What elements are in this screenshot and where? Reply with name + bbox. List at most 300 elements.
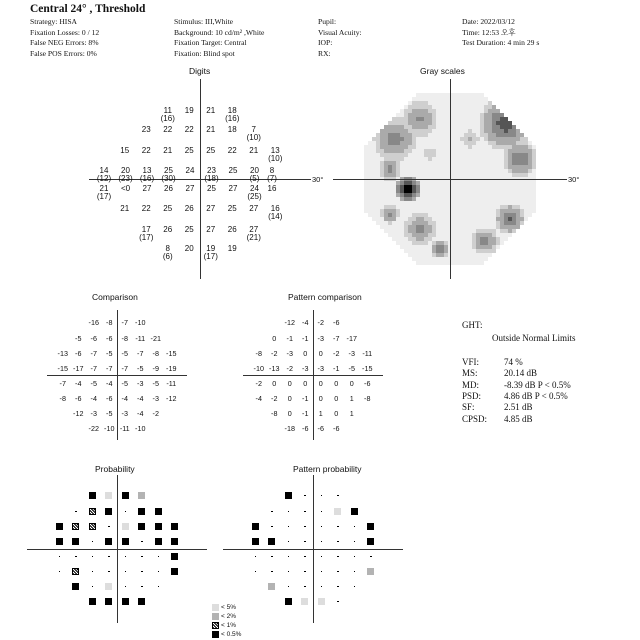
- grayscale-cell: [512, 149, 516, 153]
- grayscale-cell: [380, 137, 384, 141]
- grayscale-cell: [484, 117, 488, 121]
- grayscale-cell: [416, 197, 420, 201]
- grayscale-cell: [376, 137, 380, 141]
- digits-angle-label: 30°: [312, 175, 324, 184]
- header-col4-line: Test Duration: 4 min 29 s: [462, 38, 540, 48]
- grayscale-cell: [508, 229, 512, 233]
- grayscale-cell: [504, 217, 508, 221]
- pattern-comparison-value: -8: [255, 349, 262, 358]
- index-label: VFI:: [462, 357, 480, 367]
- grayscale-cell: [484, 97, 488, 101]
- grayscale-cell: [528, 149, 532, 153]
- grayscale-cell: [408, 153, 412, 157]
- grayscale-cell: [372, 137, 376, 141]
- comparison-value: -6: [75, 394, 82, 403]
- grayscale-cell: [500, 141, 504, 145]
- grayscale-cell: [504, 225, 508, 229]
- grayscale-cell: [372, 189, 376, 193]
- grayscale-cell: [436, 153, 440, 157]
- grayscale-cell: [412, 129, 416, 133]
- grayscale-cell: [420, 121, 424, 125]
- digits-value: 27: [249, 225, 259, 234]
- grayscale-cell: [460, 185, 464, 189]
- grayscale-cell: [500, 113, 504, 117]
- grayscale-cell: [464, 257, 468, 261]
- grayscale-cell: [420, 153, 424, 157]
- grayscale-cell: [420, 189, 424, 193]
- grayscale-cell: [416, 113, 420, 117]
- grayscale-cell: [472, 185, 476, 189]
- grayscale-cell: [496, 141, 500, 145]
- probability-symbol: [138, 553, 145, 560]
- grayscale-cell: [404, 249, 408, 253]
- grayscale-cell: [432, 221, 436, 225]
- grayscale-cell: [428, 197, 432, 201]
- grayscale-cell: [432, 253, 436, 257]
- legend-entry: [212, 621, 252, 630]
- grayscale-cell: [524, 213, 528, 217]
- pattern-probability-symbol: [334, 583, 341, 590]
- grayscale-cell: [456, 165, 460, 169]
- grayscale-cell: [484, 209, 488, 213]
- grayscale-cell: [476, 153, 480, 157]
- grayscale-cell: [392, 213, 396, 217]
- digits-value: 18: [227, 106, 237, 115]
- pattern-probability-symbol: [318, 523, 325, 530]
- pattern-probability-symbol: [351, 568, 358, 575]
- grayscale-cell: [484, 213, 488, 217]
- grayscale-cell: [508, 205, 512, 209]
- pattern-comparison-value: -6: [317, 424, 324, 433]
- grayscale-cell: [412, 149, 416, 153]
- grayscale-cell: [436, 109, 440, 113]
- grayscale-cell: [440, 213, 444, 217]
- probability-symbol: [122, 598, 129, 605]
- grayscale-cell: [488, 201, 492, 205]
- grayscale-cell: [524, 205, 528, 209]
- grayscale-cell: [420, 149, 424, 153]
- grayscale-cell: [520, 169, 524, 173]
- grayscale-cell: [468, 117, 472, 121]
- grayscale-cell: [464, 137, 468, 141]
- grayscale-cell: [364, 189, 368, 193]
- grayscale-cell: [488, 121, 492, 125]
- grayscale-cell: [436, 149, 440, 153]
- grayscale-cell: [440, 245, 444, 249]
- grayscale-cell: [400, 169, 404, 173]
- grayscale-cell: [512, 185, 516, 189]
- grayscale-cell: [516, 213, 520, 217]
- grayscale-cell: [464, 261, 468, 265]
- grayscale-cell: [444, 225, 448, 229]
- grayscale-cell: [388, 221, 392, 225]
- grayscale-cell: [388, 193, 392, 197]
- grayscale-cell: [444, 209, 448, 213]
- grayscale-cell: [428, 173, 432, 177]
- grayscale-cell: [444, 97, 448, 101]
- grayscale-cell: [400, 205, 404, 209]
- grayscale-cell: [428, 117, 432, 121]
- grayscale-cell: [456, 161, 460, 165]
- grayscale-cell: [516, 185, 520, 189]
- grayscale-cell: [508, 145, 512, 149]
- grayscale-cell: [520, 161, 524, 165]
- pattern-comparison-value: -2: [286, 364, 293, 373]
- grayscale-cell: [404, 125, 408, 129]
- grayscale-cell: [424, 201, 428, 205]
- grayscale-cell: [428, 241, 432, 245]
- grayscale-cell: [516, 225, 520, 229]
- grayscale-cell: [424, 121, 428, 125]
- grayscale-cell: [488, 217, 492, 221]
- grayscale-cell: [404, 181, 408, 185]
- grayscale-cell: [408, 205, 412, 209]
- grayscale-cell: [404, 189, 408, 193]
- grayscale-cell: [528, 157, 532, 161]
- grayscale-cell: [428, 109, 432, 113]
- grayscale-cell: [520, 141, 524, 145]
- grayscale-cell: [404, 193, 408, 197]
- grayscale-cell: [516, 137, 520, 141]
- grayscale-cell: [476, 185, 480, 189]
- probability-symbol: [89, 523, 96, 530]
- probability-symbol: [171, 553, 178, 560]
- pattern-comparison-value: -1: [302, 334, 309, 343]
- grayscale-cell: [460, 97, 464, 101]
- grayscale-cell: [488, 209, 492, 213]
- probability-symbol: [72, 508, 79, 515]
- grayscale-cell: [404, 145, 408, 149]
- grayscale-cell: [436, 129, 440, 133]
- grayscale-cell: [432, 173, 436, 177]
- ght-result: Outside Normal Limits: [492, 333, 576, 343]
- grayscale-cell: [404, 113, 408, 117]
- grayscale-cell: [464, 225, 468, 229]
- grayscale-cell: [520, 149, 524, 153]
- grayscale-cell: [396, 149, 400, 153]
- grayscale-cell: [436, 113, 440, 117]
- grayscale-cell: [420, 257, 424, 261]
- grayscale-cell: [464, 217, 468, 221]
- grayscale-cell: [404, 109, 408, 113]
- digits-repeat-value: (12): [96, 174, 112, 183]
- digits-value: 21: [206, 106, 216, 115]
- grayscale-cell: [460, 101, 464, 105]
- grayscale-cell: [416, 253, 420, 257]
- grayscale-cell: [524, 181, 528, 185]
- header-col1-line: Fixation Losses: 0 / 12: [30, 27, 100, 37]
- grayscale-cell: [468, 197, 472, 201]
- grayscale-cell: [496, 121, 500, 125]
- digits-repeat-value: (16): [139, 174, 155, 183]
- grayscale-cell: [512, 133, 516, 137]
- grayscale-cell: [500, 197, 504, 201]
- grayscale-cell: [488, 101, 492, 105]
- grayscale-cell: [452, 117, 456, 121]
- grayscale-cell: [520, 217, 524, 221]
- grayscale-cell: [404, 205, 408, 209]
- grayscale-cell: [440, 93, 444, 97]
- comparison-value: -5: [137, 364, 144, 373]
- grayscale-cell: [404, 213, 408, 217]
- grayscale-cell: [472, 197, 476, 201]
- grayscale-cell: [452, 189, 456, 193]
- comparison-value: -7: [59, 379, 66, 388]
- digits-value: 16: [267, 184, 277, 193]
- grayscale-cell: [396, 229, 400, 233]
- grayscale-cell: [408, 241, 412, 245]
- grayscale-cell: [496, 213, 500, 217]
- grayscale-cell: [392, 237, 396, 241]
- grayscale-cell: [388, 153, 392, 157]
- grayscale-cell: [424, 237, 428, 241]
- grayscale-cell: [432, 257, 436, 261]
- digits-repeat-value: (23): [118, 174, 133, 183]
- grayscale-cell: [500, 153, 504, 157]
- grayscale-cell: [376, 161, 380, 165]
- grayscale-cell: [412, 137, 416, 141]
- grayscale-cell: [400, 185, 404, 189]
- grayscale-cell: [456, 93, 460, 97]
- pattern-comparison-value: -2: [317, 318, 324, 327]
- comparison-value: -10: [135, 318, 146, 327]
- grayscale-cell: [428, 149, 432, 153]
- pattern-comparison-value: -18: [284, 424, 295, 433]
- grayscale-cell: [368, 205, 372, 209]
- grayscale-cell: [408, 181, 412, 185]
- grayscale-cell: [532, 193, 536, 197]
- grayscale-cell: [456, 229, 460, 233]
- grayscale-cell: [500, 193, 504, 197]
- digits-value: 8: [165, 244, 170, 253]
- grayscale-cell: [476, 237, 480, 241]
- grayscale-cell: [420, 201, 424, 205]
- grayscale-cell: [492, 181, 496, 185]
- grayscale-cell: [432, 205, 436, 209]
- grayscale-cell: [420, 253, 424, 257]
- grayscale-cell: [476, 97, 480, 101]
- grayscale-cell: [432, 97, 436, 101]
- comparison-value: -17: [73, 364, 84, 373]
- grayscale-cell: [520, 145, 524, 149]
- grayscale-cell: [460, 129, 464, 133]
- grayscale-cell: [416, 157, 420, 161]
- grayscale-cell: [460, 249, 464, 253]
- pattern-comparison-value: -6: [333, 424, 340, 433]
- probability-symbol: [171, 538, 178, 545]
- comparison-value: -6: [106, 334, 113, 343]
- grayscale-cell: [524, 169, 528, 173]
- grayscale-cell: [488, 241, 492, 245]
- comparison-value: -5: [75, 334, 82, 343]
- legend-symbol: [212, 631, 219, 638]
- grayscale-cell: [428, 217, 432, 221]
- probability-symbol: [89, 508, 96, 515]
- grayscale-cell: [428, 221, 432, 225]
- grayscale-cell: [444, 249, 448, 253]
- grayscale-cell: [432, 217, 436, 221]
- grayscale-cell: [424, 221, 428, 225]
- pattern-probability-symbol: [268, 568, 275, 575]
- grayscale-cell: [444, 137, 448, 141]
- header-col2-line: Fixation: Blind spot: [174, 48, 235, 58]
- grayscale-cell: [460, 173, 464, 177]
- grayscale-cell: [384, 125, 388, 129]
- grayscale-cell: [476, 193, 480, 197]
- grayscale-cell: [396, 117, 400, 121]
- grayscale-cell: [420, 185, 424, 189]
- grayscale-cell: [428, 245, 432, 249]
- grayscale-cell: [444, 133, 448, 137]
- grayscale-cell: [468, 137, 472, 141]
- grayscale-cell: [480, 93, 484, 97]
- pattern-comparison-value: -6: [302, 424, 309, 433]
- pattern-comparison-value: 0: [303, 349, 308, 358]
- grayscale-cell: [492, 245, 496, 249]
- grayscale-cell: [496, 161, 500, 165]
- pattern-probability-symbol: [367, 538, 374, 545]
- digits-value: 21: [249, 146, 259, 155]
- grayscale-cell: [476, 225, 480, 229]
- grayscale-cell: [368, 173, 372, 177]
- grayscale-cell: [488, 173, 492, 177]
- grayscale-cell: [404, 149, 408, 153]
- grayscale-cell: [424, 249, 428, 253]
- grayscale-cell: [400, 173, 404, 177]
- grayscale-cell: [400, 125, 404, 129]
- grayscale-cell: [400, 209, 404, 213]
- grayscale-cell: [416, 213, 420, 217]
- grayscale-cell: [508, 213, 512, 217]
- grayscale-cell: [412, 161, 416, 165]
- grayscale-cell: [416, 185, 420, 189]
- grayscale-cell: [380, 173, 384, 177]
- grayscale-cell: [520, 153, 524, 157]
- grayscale-cell: [520, 201, 524, 205]
- grayscale-cell: [408, 245, 412, 249]
- grayscale-cell: [476, 161, 480, 165]
- grayscale-cell: [484, 105, 488, 109]
- grayscale-cell: [492, 209, 496, 213]
- grayscale-cell: [432, 125, 436, 129]
- grayscale-cell: [508, 161, 512, 165]
- grayscale-cell: [368, 169, 372, 173]
- pattern-probability-symbol: [318, 508, 325, 515]
- grayscale-cell: [480, 145, 484, 149]
- grayscale-cell: [384, 165, 388, 169]
- grayscale-cell: [416, 245, 420, 249]
- grayscale-cell: [508, 181, 512, 185]
- grayscale-cell: [524, 141, 528, 145]
- grayscale-cell: [480, 249, 484, 253]
- grayscale-cell: [484, 193, 488, 197]
- index-value: 4.85 dB: [504, 413, 533, 424]
- grayscale-cell: [404, 169, 408, 173]
- grayscale-cell: [480, 137, 484, 141]
- grayscale-cell: [420, 129, 424, 133]
- grayscale-cell: [380, 157, 384, 161]
- grayscale-cell: [424, 137, 428, 141]
- grayscale-cell: [396, 169, 400, 173]
- grayscale-cell: [492, 117, 496, 121]
- global-indices: [462, 357, 622, 427]
- grayscale-cell: [472, 121, 476, 125]
- grayscale-cell: [460, 125, 464, 129]
- grayscale-cell: [512, 125, 516, 129]
- grayscale-cell: [408, 109, 412, 113]
- grayscale-cell: [528, 213, 532, 217]
- grayscale-cell: [396, 181, 400, 185]
- grayscale-cell: [376, 157, 380, 161]
- grayscale-cell: [508, 185, 512, 189]
- grayscale-cell: [504, 181, 508, 185]
- comparison-value: -4: [75, 379, 82, 388]
- grayscale-cell: [520, 209, 524, 213]
- grayscale-cell: [444, 125, 448, 129]
- pattern-probability-symbol: [301, 568, 308, 575]
- grayscale-cell: [416, 221, 420, 225]
- grayscale-cell: [464, 229, 468, 233]
- grayscale-cell: [412, 257, 416, 261]
- pattern-probability-symbol: [301, 508, 308, 515]
- probability-legend: [212, 603, 252, 639]
- grayscale-cell: [488, 141, 492, 145]
- grayscale-cell: [408, 233, 412, 237]
- grayscale-cell: [408, 145, 412, 149]
- probability-symbol: [105, 523, 112, 530]
- grayscale-cell: [428, 253, 432, 257]
- grayscale-cell: [436, 133, 440, 137]
- grayscale-cell: [420, 241, 424, 245]
- grayscale-cell: [404, 201, 408, 205]
- grayscale-cell: [512, 161, 516, 165]
- grayscale-cell: [476, 209, 480, 213]
- header-col1-line: False POS Errors: 0%: [30, 48, 97, 58]
- grayscale-cell: [512, 197, 516, 201]
- pattern-probability-v-axis: [313, 475, 314, 623]
- grayscale-cell: [428, 169, 432, 173]
- grayscale-cell: [392, 185, 396, 189]
- pattern-probability-symbol: [301, 523, 308, 530]
- grayscale-cell: [476, 197, 480, 201]
- comparison-value: -3: [90, 409, 97, 418]
- grayscale-cell: [396, 145, 400, 149]
- grayscale-cell: [480, 209, 484, 213]
- grayscale-cell: [416, 233, 420, 237]
- probability-v-axis: [117, 475, 118, 623]
- grayscale-cell: [512, 201, 516, 205]
- grayscale-cell: [416, 105, 420, 109]
- digits-repeat-value: (16): [160, 114, 175, 123]
- grayscale-cell: [460, 193, 464, 197]
- grayscale-cell: [468, 205, 472, 209]
- grayscale-cell: [472, 261, 476, 265]
- grayscale-cell: [432, 109, 436, 113]
- grayscale-cell: [460, 197, 464, 201]
- digits-value: 27: [206, 204, 216, 213]
- grayscale-cell: [412, 217, 416, 221]
- grayscale-cell: [400, 197, 404, 201]
- grayscale-cell: [480, 205, 484, 209]
- grayscale-cell: [524, 201, 528, 205]
- digits-repeat-value: (7): [267, 174, 277, 183]
- grayscale-cell: [520, 205, 524, 209]
- header-col1-line: Strategy: HISA: [30, 17, 78, 26]
- grayscale-cell: [468, 261, 472, 265]
- grayscale-cell: [484, 149, 488, 153]
- grayscale-cell: [444, 253, 448, 257]
- grayscale-cell: [508, 137, 512, 141]
